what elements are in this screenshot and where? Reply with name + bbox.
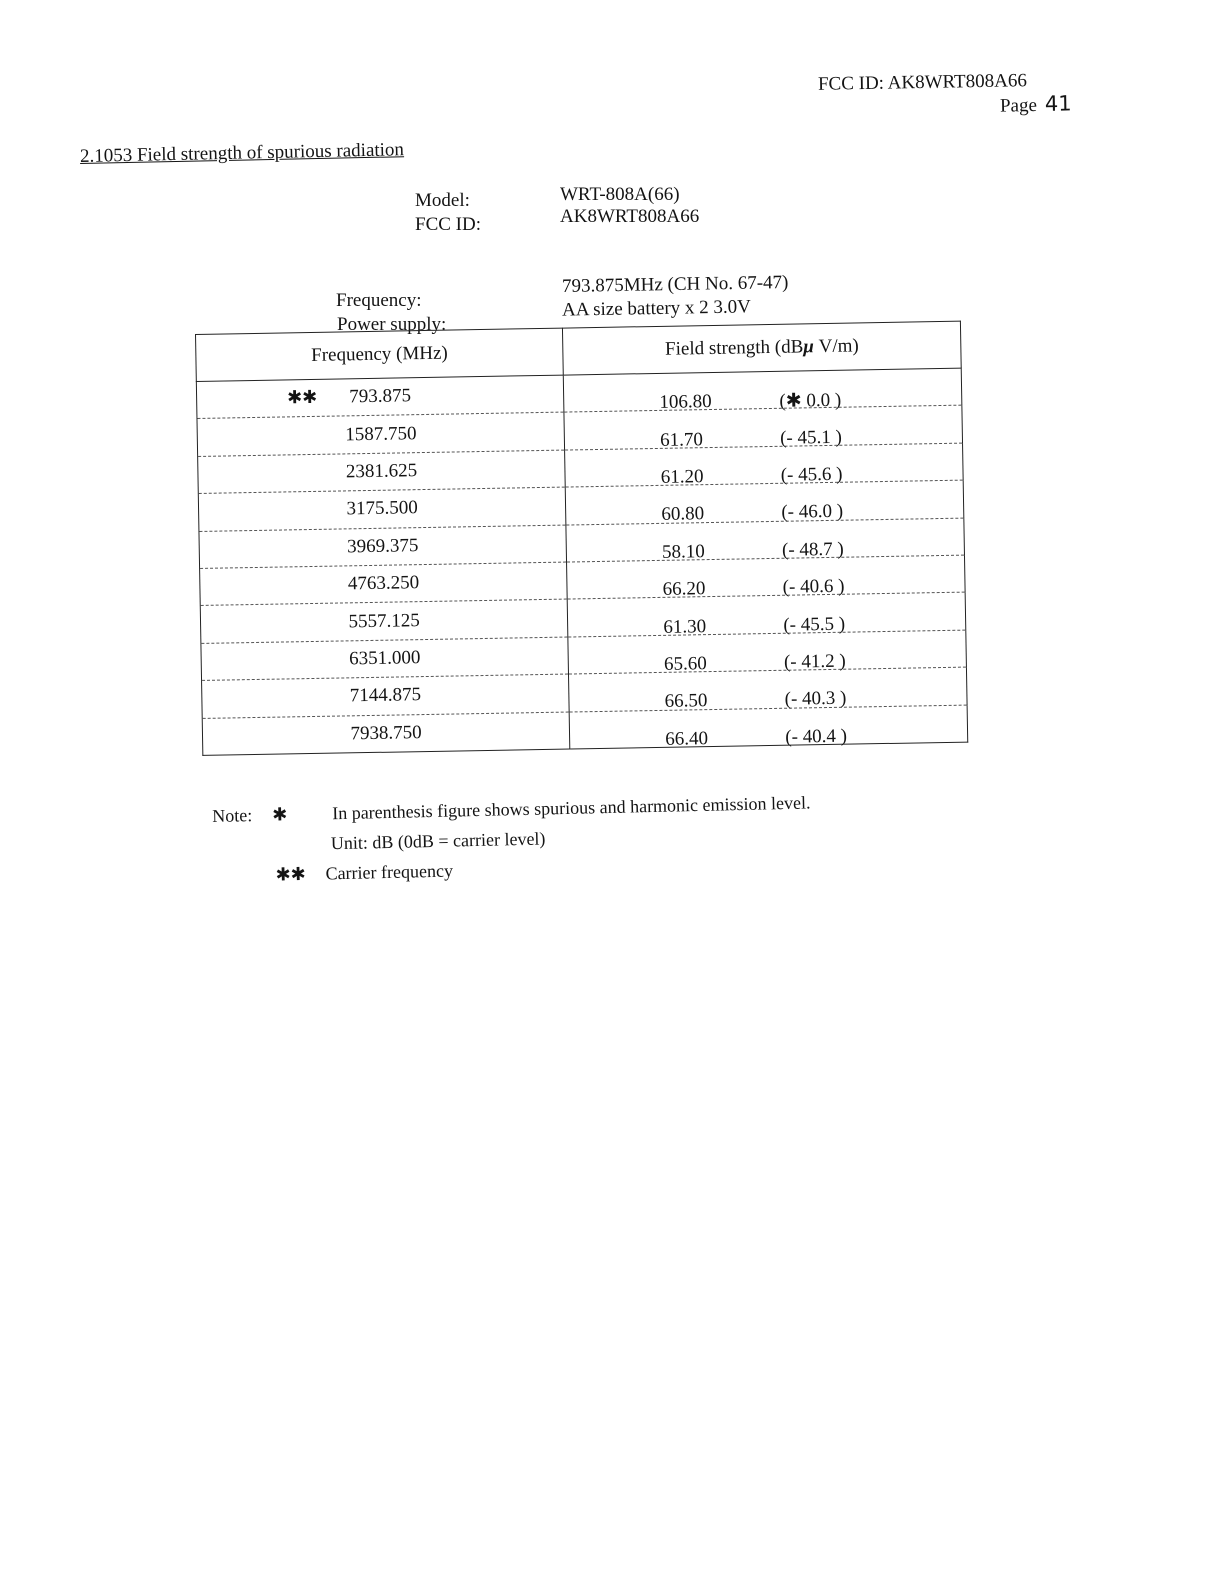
note-label: Note: xyxy=(212,805,253,826)
field-strength-value: 65.60 xyxy=(663,653,707,675)
frequency-value: 7938.750 xyxy=(350,721,422,745)
emission-level: (- 40.4 ) xyxy=(785,725,848,748)
frequency-value: 1587.750 xyxy=(345,422,417,445)
frequency-value: 4763.250 xyxy=(347,572,420,595)
fcc-id-value: AK8WRT808A66 xyxy=(560,206,700,227)
star-mark: ✱ xyxy=(271,804,288,826)
frequency-label: Frequency: xyxy=(336,290,422,311)
frequency-cell xyxy=(196,375,564,419)
note-line-1: In parenthesis figure shows spurious and harmonic emission level. xyxy=(331,792,811,824)
field-strength-value: 58.10 xyxy=(661,540,705,563)
frequency-value: 3175.500 xyxy=(346,497,418,520)
header-page xyxy=(1000,91,1072,117)
power-supply-value: AA size battery x 2 3.0V xyxy=(561,296,752,321)
header-fcc-id: FCC ID: AK8WRT808A66 xyxy=(817,70,1028,95)
frequency-cell xyxy=(202,674,570,718)
emission-level: (- 45.5 ) xyxy=(783,613,846,636)
frequency-value: 793.875MHz (CH No. 67-47) xyxy=(561,272,789,297)
mu-symbol: μ xyxy=(803,336,815,358)
note-row-1 xyxy=(212,792,811,836)
frequency-cell xyxy=(199,525,567,569)
frequency-cell xyxy=(200,562,568,606)
spurious-radiation-table xyxy=(195,321,968,756)
page-number: 41 xyxy=(1044,91,1072,116)
header-field-strength-text: Field strength (dB xyxy=(664,336,804,360)
emission-level: (- 48.7 ) xyxy=(781,538,844,561)
emission-level: (- 40.3 ) xyxy=(784,688,847,711)
note-line-3: Carrier frequency xyxy=(325,860,454,884)
notes-block xyxy=(212,792,811,896)
emission-level: (- 41.2 ) xyxy=(783,650,846,673)
frequency-cell xyxy=(201,637,569,681)
frequency-cell xyxy=(197,412,565,456)
section-title: 2.1053 Field strength of spurious radiation xyxy=(79,139,405,167)
carrier-mark: ✱✱ xyxy=(286,387,318,409)
field-strength-value: 61.70 xyxy=(659,428,704,451)
header-frequency: Frequency (MHz) xyxy=(196,328,564,381)
frequency-cell xyxy=(198,450,566,494)
field-strength-value: 61.20 xyxy=(660,466,704,488)
note-row-3 xyxy=(213,860,454,896)
field-strength-value: 61.30 xyxy=(663,615,707,638)
emission-level: (- 45.6 ) xyxy=(780,463,843,486)
frequency-value: 3969.375 xyxy=(347,534,419,558)
emission-level: (- 45.1 ) xyxy=(779,426,842,449)
frequency-value: 5557.125 xyxy=(348,609,420,632)
page-label: Page xyxy=(999,94,1038,117)
note-line-2: Unit: dB (0dB = carrier level) xyxy=(330,828,546,854)
model-label: Model: xyxy=(415,190,470,211)
header-field-strength xyxy=(563,321,962,375)
frequency-cell xyxy=(202,712,570,756)
frequency-value: 2381.625 xyxy=(345,460,418,483)
fcc-id-label: FCC ID: xyxy=(415,214,481,235)
frequency-value: 7144.875 xyxy=(349,684,422,707)
emission-level: (✱ 0.0 ) xyxy=(779,389,842,412)
field-strength-value: 60.80 xyxy=(661,503,705,526)
frequency-value: 6351.000 xyxy=(348,647,421,670)
field-strength-value: 66.40 xyxy=(665,727,709,750)
power-supply-label: Power supply: xyxy=(337,314,447,335)
field-strength-cell xyxy=(569,705,967,749)
emission-level: (- 40.6 ) xyxy=(782,575,845,598)
frequency-cell xyxy=(200,599,568,643)
emission-level: (- 46.0 ) xyxy=(781,501,844,524)
field-strength-value: 66.20 xyxy=(662,578,706,601)
frequency-cell xyxy=(198,487,566,531)
header-field-strength-unit: V/m) xyxy=(813,335,859,358)
model-value: WRT-808A(66) xyxy=(560,184,680,205)
field-strength-value: 66.50 xyxy=(664,690,708,713)
field-strength-value: 106.80 xyxy=(659,391,712,414)
note-row-2 xyxy=(213,828,546,866)
frequency-value: 793.875 xyxy=(349,385,412,408)
double-star-mark: ✱✱ xyxy=(275,863,306,886)
